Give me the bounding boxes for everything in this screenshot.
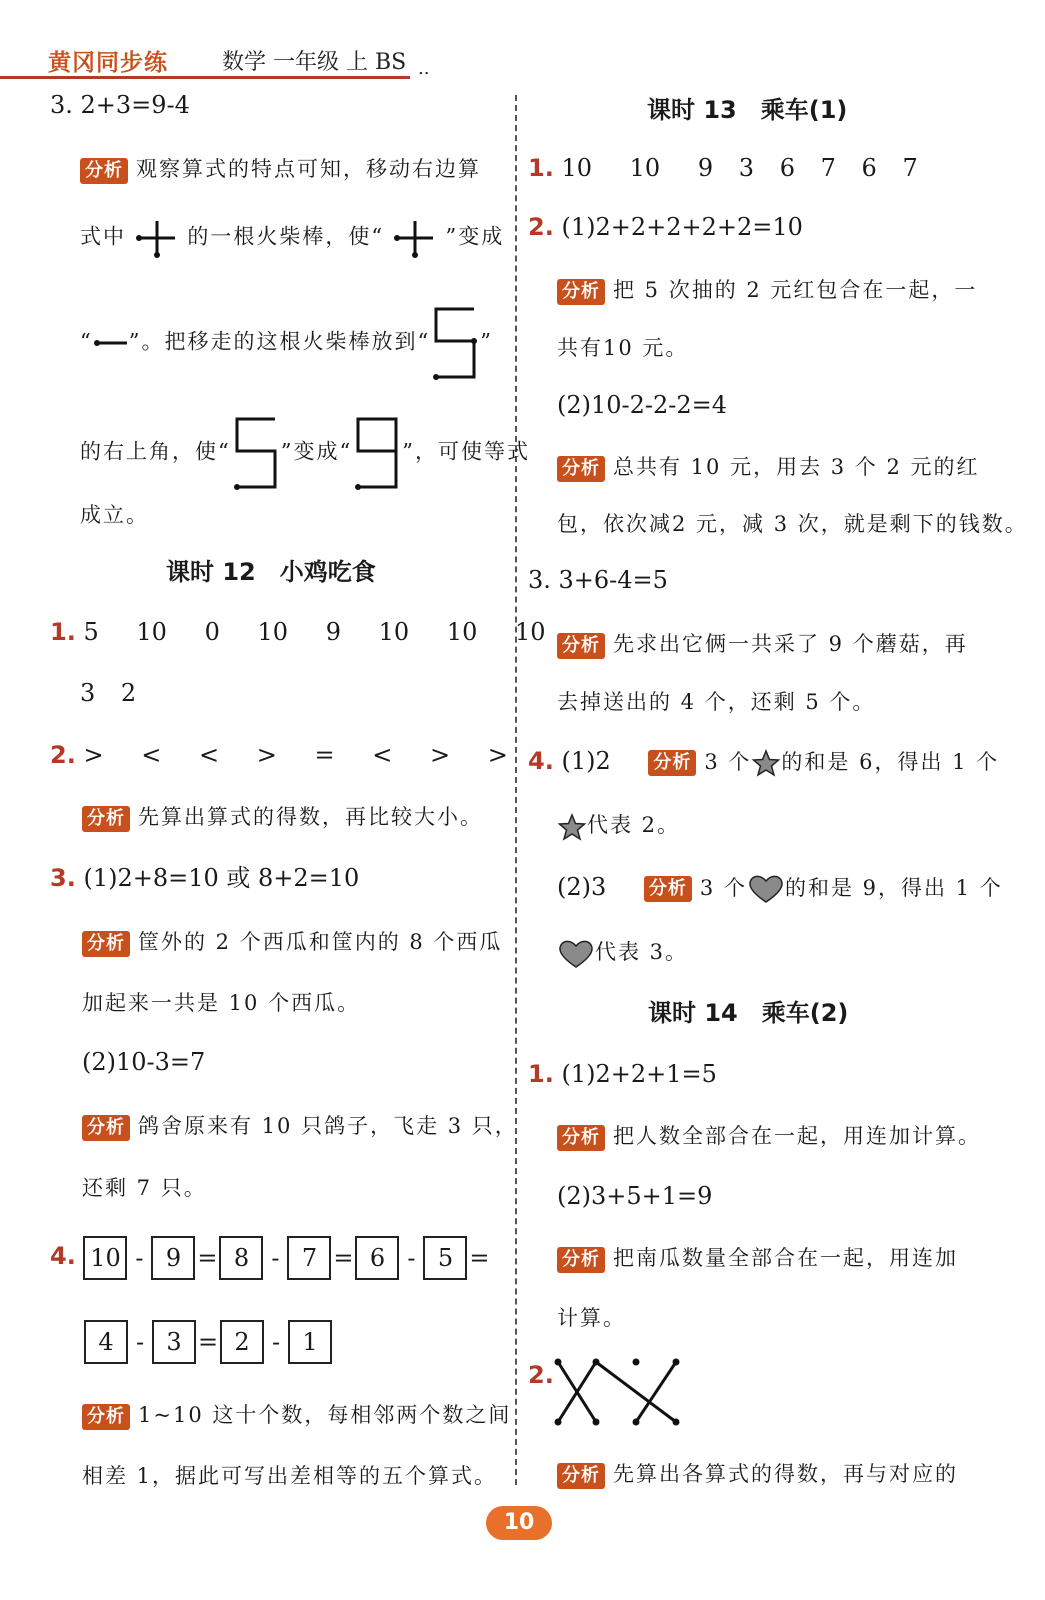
matchstick-nine-icon	[352, 415, 402, 491]
expl-text: 3 个	[699, 876, 747, 900]
analysis-tag: 分析	[557, 456, 605, 482]
analysis-tag: 分析	[82, 806, 130, 832]
expl-text: ”，可使等式	[402, 439, 530, 464]
answer-value: 10	[378, 618, 410, 646]
expl-text: 先算出算式的得数，再比较大小。	[138, 805, 483, 829]
matchstick-minus-icon	[93, 333, 129, 353]
question-number: 2.	[50, 741, 76, 769]
l12-q1-row1	[50, 617, 546, 647]
answer-box: 4	[84, 1320, 128, 1364]
compare-symbol: =	[314, 741, 335, 769]
compare-symbol: >	[487, 741, 508, 769]
answer-text: (1)2+8=10 或 8+2=10	[83, 864, 360, 892]
question-number: 4.	[50, 1242, 76, 1270]
expl-text: 的右上角，使“	[80, 439, 231, 464]
q3-explanation-line1	[80, 154, 481, 184]
expl-text: ”	[480, 329, 493, 354]
question-number: 1.	[528, 1060, 554, 1088]
answer-value: 6	[779, 154, 795, 182]
l14-q1-part1	[528, 1059, 717, 1089]
answer-box: 7	[287, 1236, 331, 1280]
expl-text: 式中	[80, 224, 126, 249]
l13-q4-explanation1-c	[557, 810, 680, 841]
l14-q1-explanation1	[557, 1121, 981, 1151]
l13-q4-part1	[528, 746, 999, 777]
analysis-tag: 分析	[82, 1404, 130, 1430]
match-line	[636, 1362, 676, 1422]
equals-sign: =	[333, 1243, 354, 1272]
compare-symbol: >	[83, 741, 104, 769]
match-line	[596, 1362, 676, 1422]
expl-text: 筐外的 2 个西瓜和筐内的 8 个西瓜	[138, 930, 503, 954]
l13-q2-part1	[528, 212, 803, 242]
l12-q4-row2	[84, 1318, 332, 1364]
l12-q3-part2: (2)10-3=7	[82, 1048, 206, 1076]
expl-text: ”。把移走的这根火柴棒放到“	[128, 329, 431, 354]
l13-q3-answer: 3. 3+6-4=5	[528, 566, 668, 594]
answer-text: (1)2+2+2+2+2=10	[561, 213, 803, 241]
q3-explanation-line3	[80, 305, 493, 381]
question-number: 2.	[528, 1361, 554, 1389]
l13-q2-explanation1-b: 共有10 元。	[557, 336, 689, 360]
answer-text: (1)2+2+1=5	[561, 1060, 717, 1088]
minus-sign: -	[135, 1243, 144, 1272]
question-number: 1.	[528, 154, 554, 182]
analysis-tag: 分析	[557, 1247, 605, 1273]
column-divider	[515, 95, 517, 1485]
answer-box: 10	[83, 1236, 127, 1280]
star-icon	[557, 813, 587, 841]
expl-text: “	[80, 329, 93, 354]
page-header	[0, 0, 1045, 90]
l12-q3-part1	[50, 863, 359, 893]
brand-logo-text: 黄冈同步练	[48, 50, 168, 76]
l13-q4-part2	[557, 872, 1003, 904]
expl-text: 先求出它俩一共采了 9 个蘑菇，再	[613, 632, 968, 656]
analysis-tag: 分析	[557, 1463, 605, 1489]
answer-value: 10	[257, 618, 289, 646]
compare-symbol: <	[141, 741, 162, 769]
l12-q2-row	[50, 740, 508, 770]
compare-symbol: <	[372, 741, 393, 769]
lesson12-title: 课时 12 小鸡吃食	[166, 558, 376, 586]
l12-q4-row1	[50, 1234, 491, 1280]
analysis-tag: 分析	[80, 158, 128, 184]
expl-text: 的一根火柴棒，使“	[187, 224, 385, 249]
expl-text: 成立。	[80, 503, 149, 527]
compare-symbol: <	[198, 741, 220, 769]
l13-q4-explanation2-c	[557, 937, 688, 969]
equals-sign: =	[197, 1243, 218, 1272]
answer-box: 1	[288, 1320, 332, 1364]
l14-q2-answer	[528, 1360, 554, 1390]
question-number: 4.	[528, 747, 554, 775]
expl-text: 3 个	[704, 750, 752, 774]
question-number: 1.	[50, 618, 76, 646]
q3-answer	[50, 90, 190, 120]
matchstick-five-icon	[231, 415, 281, 491]
expl-text: 的和是 6，得出 1 个	[781, 750, 1000, 774]
equals-sign: =	[469, 1243, 490, 1272]
analysis-tag: 分析	[82, 1115, 130, 1141]
analysis-tag: 分析	[557, 633, 605, 659]
answer-value: 3	[738, 154, 755, 182]
question-number: 3.	[50, 864, 76, 892]
answer-text: (1)2	[561, 747, 611, 775]
analysis-tag: 分析	[557, 279, 605, 305]
matchstick-plus-icon	[393, 218, 437, 258]
l14-q1-part2: (2)3+5+1=9	[557, 1182, 713, 1210]
l12-q3-explanation2-a	[82, 1111, 518, 1141]
expl-text: 先算出各算式的得数，再与对应的	[613, 1462, 958, 1486]
l13-q3-explanation-b: 去掉送出的 4 个，还剩 5 个。	[557, 690, 876, 714]
answer-text: (2)3	[557, 873, 607, 901]
l13-q2-explanation2-a	[557, 452, 980, 482]
answer-box: 9	[151, 1236, 195, 1280]
page-number-badge: 10	[486, 1506, 552, 1540]
answer-value: 2	[120, 679, 137, 707]
l13-q2-part2: (2)10-2-2-2=4	[557, 391, 728, 419]
expl-text: 把 5 次抽的 2 元红包合在一起，一	[613, 278, 978, 302]
header-rule	[0, 76, 410, 79]
answer-value: 10	[561, 154, 593, 182]
l13-q1-row	[528, 153, 918, 183]
answer-value: 3	[80, 679, 96, 707]
answer-value: 10	[514, 618, 546, 646]
star-icon	[751, 749, 781, 777]
q3-explanation-line4	[80, 415, 530, 491]
answer-value: 6	[861, 154, 877, 182]
expl-text: 1~10 这十个数，每相邻两个数之间	[138, 1403, 512, 1427]
answer-box: 5	[423, 1236, 467, 1280]
answer-value: 10	[446, 618, 478, 646]
minus-sign: -	[271, 1243, 280, 1272]
analysis-tag: 分析	[644, 876, 692, 902]
l12-q3-explanation1-b: 加起来一共是 10 个西瓜。	[82, 991, 361, 1015]
compare-symbol: >	[256, 741, 277, 769]
minus-sign: -	[407, 1243, 416, 1272]
answer-value: 10	[136, 618, 167, 646]
header-dots: ..	[418, 58, 430, 79]
answer-value: 9	[697, 154, 714, 182]
l12-q2-explanation	[82, 802, 483, 832]
l13-q2-explanation1-a	[557, 275, 977, 305]
lesson14-title: 课时 14 乘车(2)	[648, 999, 849, 1027]
answer-box: 8	[219, 1236, 263, 1280]
l12-q4-explanation-a	[82, 1400, 511, 1430]
l13-q2-explanation2-b: 包，依次减2 元，减 3 次，就是剩下的钱数。	[557, 512, 1028, 536]
expl-text: 代表 2。	[587, 813, 681, 837]
analysis-tag: 分析	[82, 931, 130, 957]
l13-q3-explanation-a	[557, 629, 968, 659]
l14-q1-explanation2-a	[557, 1243, 958, 1273]
expl-text: 代表 3。	[595, 940, 689, 964]
lesson13-title: 课时 13 乘车(1)	[647, 96, 848, 124]
q3-explanation-line2	[80, 218, 504, 258]
l12-q4-explanation-b: 相差 1，据此可写出差相等的五个算式。	[82, 1464, 498, 1488]
subject-label: 数学 一年级 上 BS	[222, 50, 407, 75]
l12-q3-explanation2-b: 还剩 7 只。	[82, 1176, 207, 1200]
heart-icon	[557, 939, 595, 969]
question-number: 2.	[528, 213, 554, 241]
l12-q1-row2	[80, 678, 136, 708]
matching-lines-diagram	[552, 1356, 687, 1430]
expl-text: 总共有 10 元，用去 3 个 2 元的红	[613, 455, 980, 479]
answer-box: 6	[355, 1236, 399, 1280]
answer-box: 3	[152, 1320, 196, 1364]
expl-text: 的和是 9，得出 1 个	[784, 876, 1003, 900]
analysis-tag: 分析	[648, 750, 696, 776]
answer-value: 0	[204, 618, 220, 646]
l12-q3-explanation1-a	[82, 927, 502, 957]
compare-symbol: >	[429, 741, 451, 769]
q3-answer-text: 3. 2+3=9-4	[50, 91, 190, 119]
answer-value: 7	[820, 154, 836, 182]
l14-q1-explanation2-b: 计算。	[557, 1306, 626, 1330]
answer-value: 7	[902, 154, 918, 182]
heart-icon	[747, 874, 785, 904]
answer-value: 10	[629, 154, 661, 182]
matchstick-five-icon	[430, 305, 480, 381]
matchstick-plus-icon	[135, 218, 179, 258]
q3-explanation-line5	[80, 500, 149, 530]
expl-text: ”变成	[445, 224, 505, 249]
answer-value: 5	[83, 618, 99, 646]
l14-q2-explanation	[557, 1459, 958, 1489]
analysis-tag: 分析	[557, 1125, 605, 1151]
expl-text: 把人数全部合在一起，用连加计算。	[613, 1124, 981, 1148]
expl-text: 观察算式的特点可知，移动右边算	[136, 157, 481, 181]
minus-sign: -	[271, 1327, 281, 1356]
answer-value: 9	[325, 618, 341, 646]
minus-sign: -	[135, 1327, 145, 1356]
expl-text: ”变成“	[280, 439, 353, 464]
expl-text: 鸽舍原来有 10 只鸽子，飞走 3 只，	[138, 1114, 518, 1138]
equals-sign: =	[197, 1327, 219, 1356]
expl-text: 把南瓜数量全部合在一起，用连加	[613, 1246, 958, 1270]
answer-box: 2	[220, 1320, 264, 1364]
